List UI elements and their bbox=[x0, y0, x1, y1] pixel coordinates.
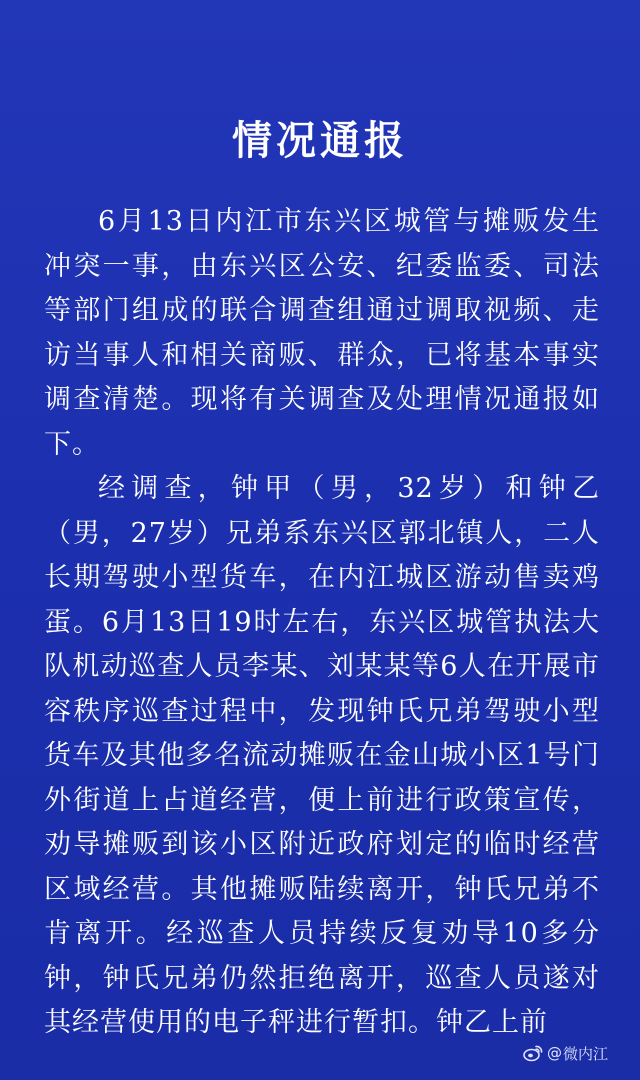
weibo-icon bbox=[523, 1044, 543, 1062]
paragraph-1: 6月13日内江市东兴区城管与摊贩发生冲突一事，由东兴区公安、纪委监委、司法等部门组成的联合调查组通过调取视频、走访当事人和相关商贩、群众，已将基本事实调查清楚。现将有关调查及处理情况通报如下。 bbox=[44, 206, 600, 460]
watermark-at: @ bbox=[546, 1044, 562, 1062]
page-title: 情况通报 bbox=[232, 117, 408, 164]
watermark-account: 微内江 bbox=[562, 1044, 608, 1063]
notice-body bbox=[44, 200, 600, 1046]
watermark bbox=[523, 1040, 608, 1066]
paragraph-2: 经调查，钟甲（男，32岁）和钟乙（男，27岁）兄弟系东兴区郭北镇人，二人长期驾驶小型货车，在内江城区游动售卖鸡蛋。6月13日19时左右，东兴区城管执法大队机动巡查人员李某、刘某某等6人在开展市容秩序巡查过程中，发现钟氏兄弟驾驶小型货车及其他多名流动摊贩在金山城小区1号门外街道上占道经营，便上前进行政策宣传，劝导摊贩到该小区附近政府划定的临时经营区域经营。其他摊贩陆续离开，钟氏兄弟不肯离开。经巡查人员持续反复劝导10多分钟，钟氏兄弟仍然拒绝离开，巡查人员遂对其经营使用的电子秤进行暂扣。钟乙上前 bbox=[44, 473, 600, 1038]
